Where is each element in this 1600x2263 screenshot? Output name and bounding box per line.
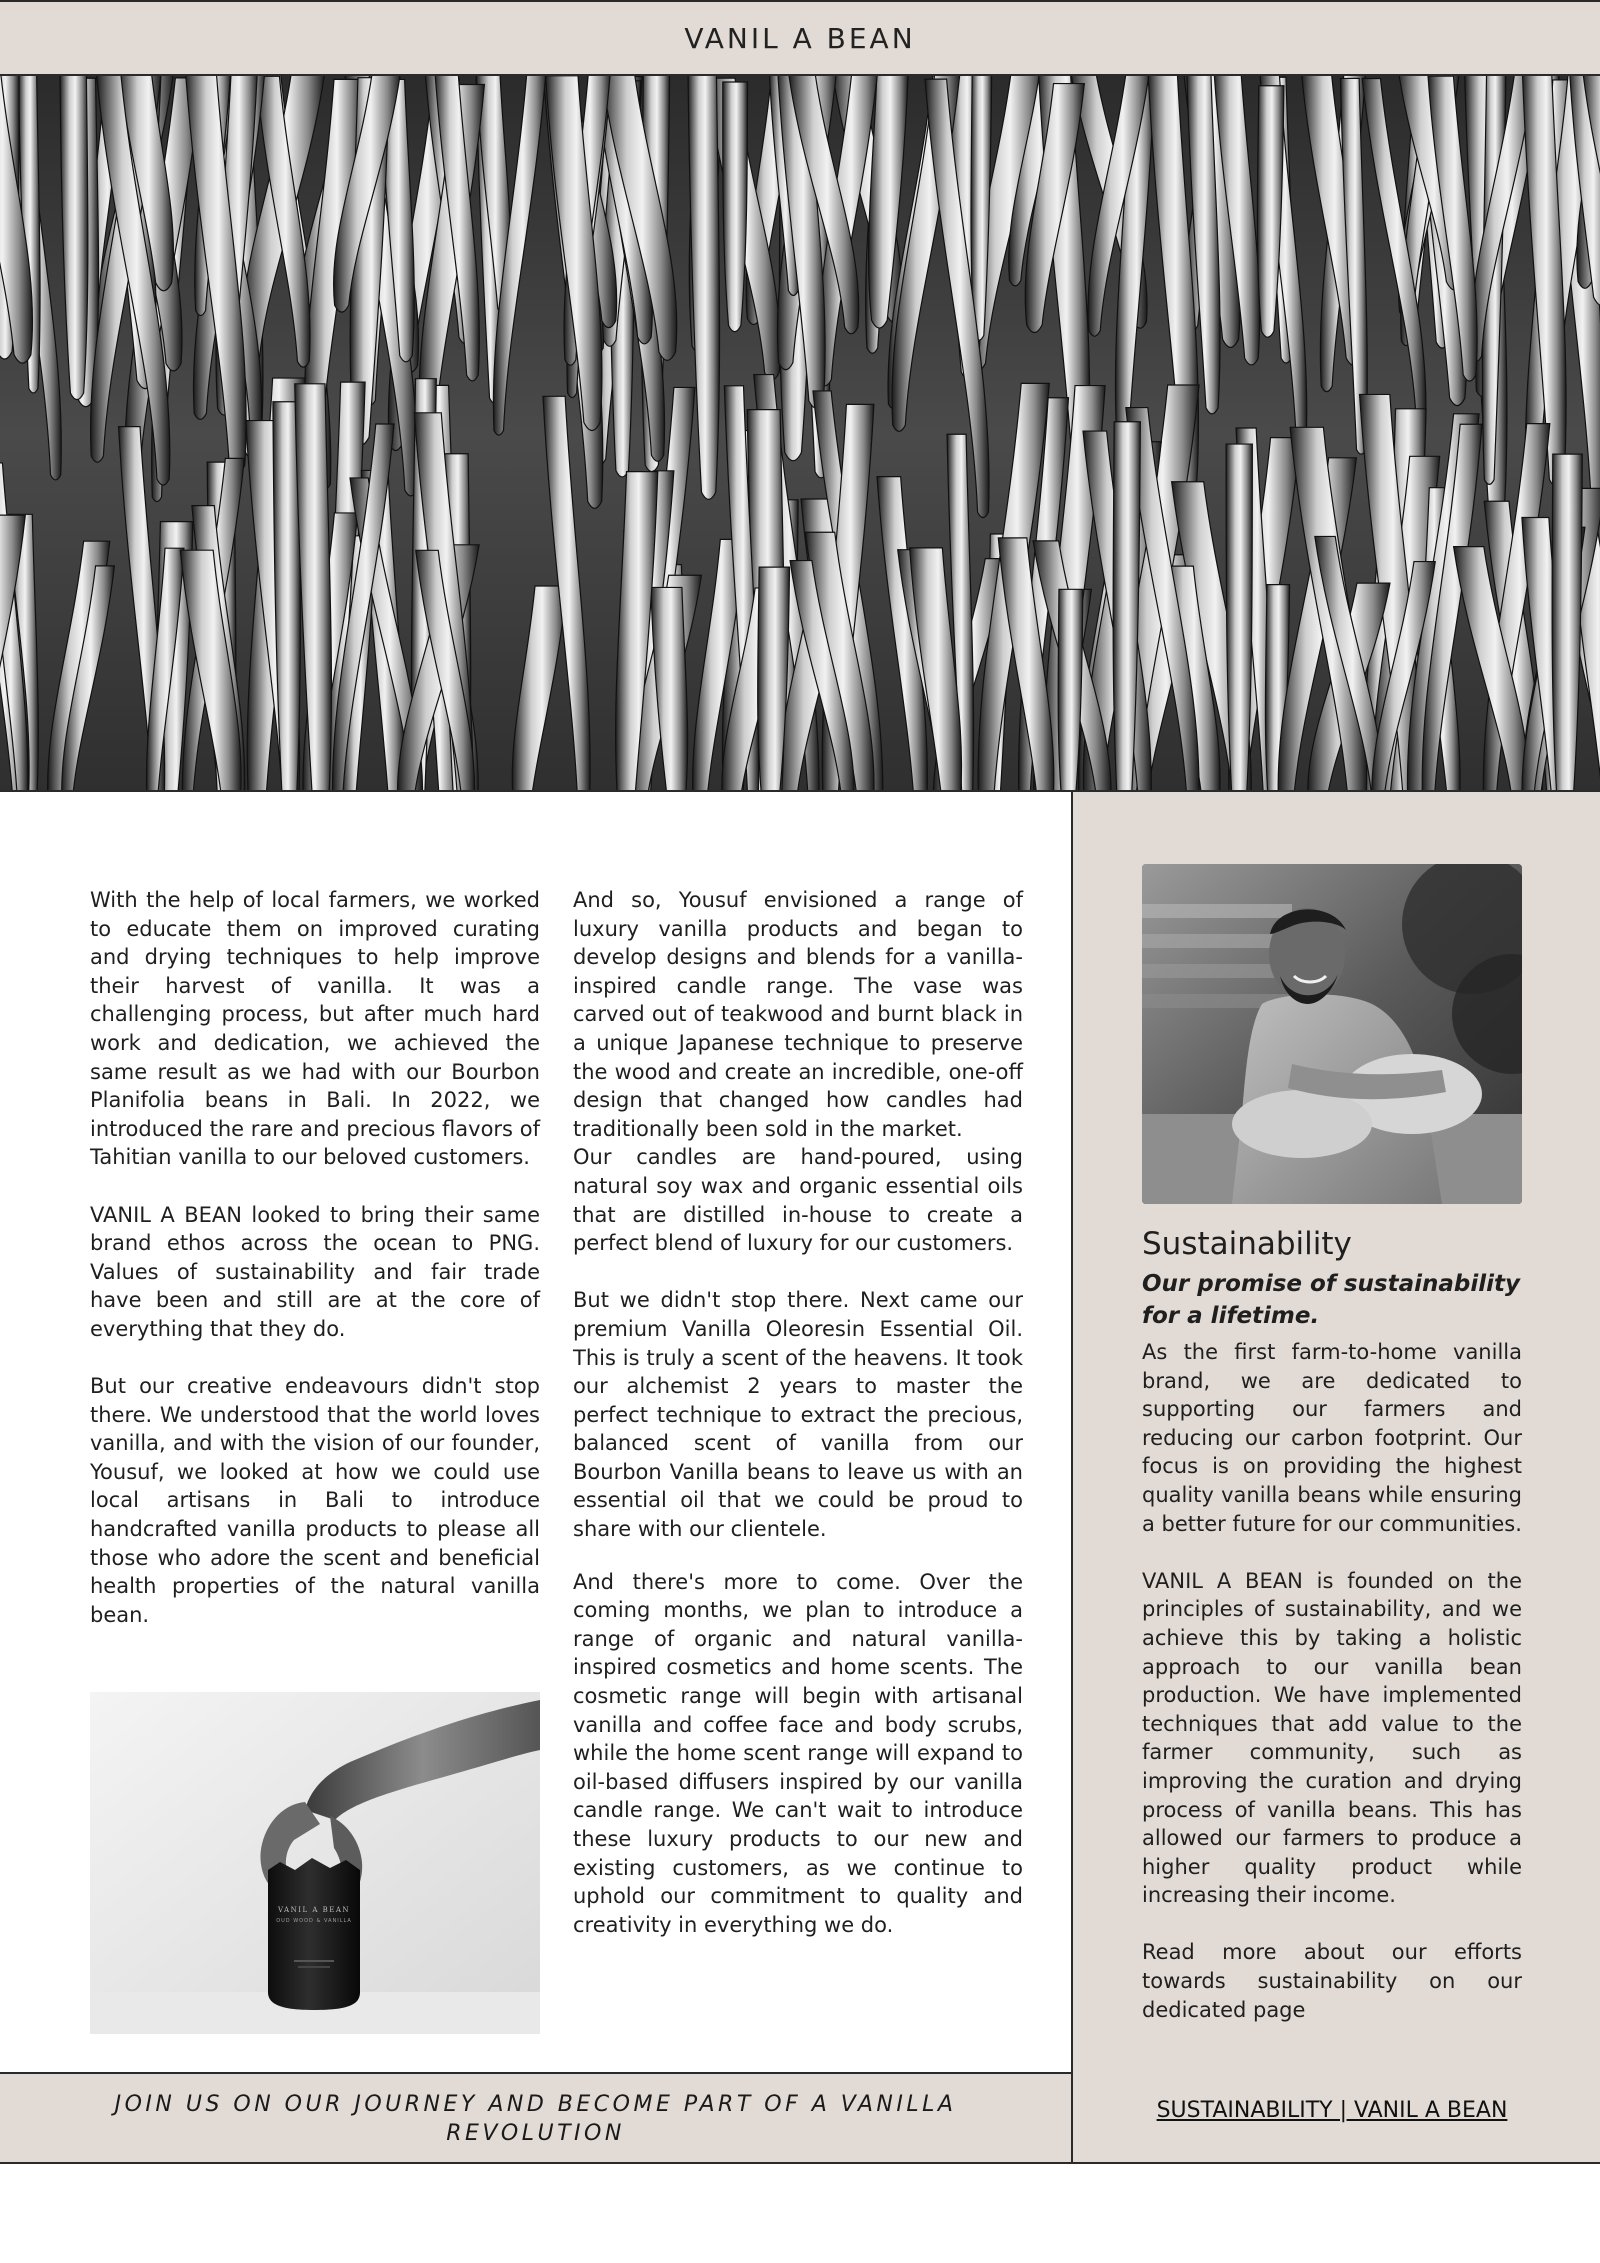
column2-paragraph: But we didn't stop there. Next came our premium Vanilla Oleoresin Essential Oil. This is truly a scent of the heavens. It took our alchemist 2 years to master the perfect technique to extract the precious, balanced scent of vanilla from our Bourbon Vanilla beans to leave us with an essential oil that we could be proud to share with our clientele. <box>573 1288 1023 1542</box>
hero-vanilla-beans-image <box>0 76 1600 792</box>
column2-paragraph: And there's more to come. Over the coming months, we plan to introduce a range of organic and natural vanilla-inspired cosmetics and home scents. The cosmetic range will begin with artisanal vanilla and coffee face and body scrubs, while the home scent range will expand to oil-based diffusers inspired by our vanilla candle range. We can't wait to introduce these luxury products to our new and existing customers, as we continue to uphold our commitment to quality and creativity in everything we do. <box>573 1569 1023 1937</box>
candle-label-scent: OUD WOOD & VANILLA <box>276 1918 352 1924</box>
candle-label-brand: VANIL A BEAN <box>277 1906 351 1914</box>
sidebar-paragraph: As the first farm-to-home vanilla brand, we are dedicated to supporting our farmers and reducing our carbon footprint. Our focus is on providing the highest quality vanilla beans while ensuring a better future for our communities. <box>1142 1340 1522 1536</box>
brand-title: VANIL A BEAN <box>684 21 916 55</box>
header-bar <box>0 0 1600 76</box>
article-column-2 <box>573 886 1023 1939</box>
call-to-action-text: JOIN US ON OUR JOURNEY AND BECOME PART OF A VANILLA REVOLUTION <box>114 2092 957 2146</box>
sidebar-subtitle: Our promise of sustainability for a lifetime. <box>1142 1271 1520 1329</box>
column1-paragraph: With the help of local farmers, we worked to educate them on improved curating and drying techniques to help improve their harvest of vanilla. It was a challenging process, but after much hard work and dedication, we achieved the same result as we had with our Bourbon Planifolia beans in Bali. In 2022, we introduced the rare and precious flavors of Tahitian vanilla to our beloved customers. <box>90 888 540 1170</box>
article-column-1 <box>90 886 540 1629</box>
sidebar-paragraph: VANIL A BEAN is founded on the principles of sustainability, and we achieve this by taking a holistic approach to our vanilla bean production. We have implemented techniques that add value to the farmer community, such as improving the curation and drying process of vanilla beans. This has allowed our farmers to produce a higher quality product while increasing their income. <box>1142 1568 1522 1908</box>
column2-paragraph: And so, Yousuf envisioned a range of luxury vanilla products and began to develop designs and blends for a vanilla-inspired candle range. The vase was carved out of teakwood and burnt black in a unique Japanese technique to preserve the wood and create an incredible, one-off design that changed how candles had traditionally been sold in the market. <box>573 888 1023 1141</box>
column1-paragraph: But our creative endeavours didn't stop there. We understood that the world loves vanilla, and with the vision of our founder, Yousuf, we looked at how we could use local artisans in Bali to introduce handcrafted vanilla products to please all those who adore the scent and beneficial health properties of the natural vanilla bean. <box>90 1374 540 1627</box>
sustainability-page-link[interactable]: SUSTAINABILITY | VANIL A BEAN <box>1156 2098 1508 2123</box>
call-to-action-band <box>0 2072 1071 2164</box>
sidebar-title: Sustainability <box>1142 1226 1352 1262</box>
sidebar-body <box>1142 1338 1522 2024</box>
candle-product-photo <box>90 1692 540 2034</box>
bottom-divider <box>0 2162 1600 2164</box>
sidebar-paragraph: Read more about our efforts towards sustainability on our dedicated page <box>1142 1940 1522 2022</box>
column2-paragraph: Our candles are hand-poured, using natural soy wax and organic essential oils that are distilled in-house to create a perfect blend of luxury for our customers. <box>573 1145 1023 1256</box>
column1-paragraph: VANIL A BEAN looked to bring their same brand ethos across the ocean to PNG. Values of sustainability and fair trade have been and still are at the core of everything that they do. <box>90 1202 540 1341</box>
founder-portrait-photo <box>1142 864 1522 1204</box>
